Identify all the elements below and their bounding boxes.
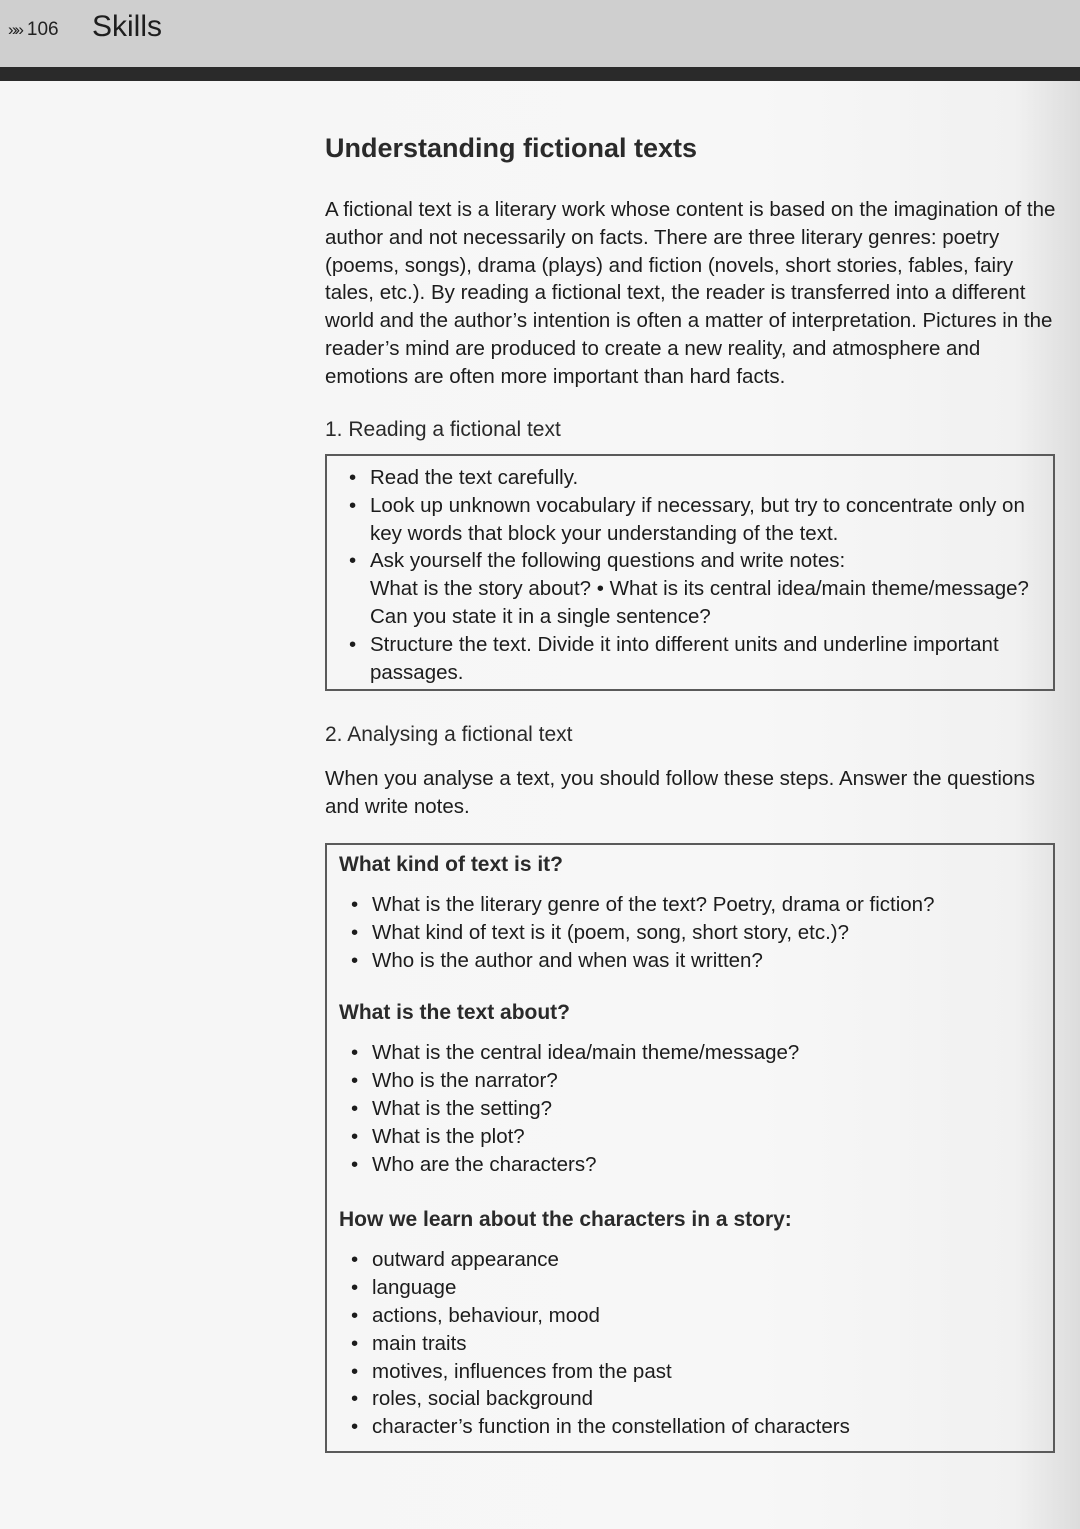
- bullet-icon: •: [351, 1041, 359, 1065]
- bullet-icon: •: [349, 493, 357, 517]
- bullet-icon: •: [351, 1069, 359, 1093]
- group-heading-characters: How we learn about the characters in a story:: [339, 1208, 792, 1232]
- bullet-icon: •: [351, 1387, 359, 1411]
- list-item: • Who is the author and when was it written?: [339, 947, 1043, 975]
- list-item: • What is the plot?: [339, 1123, 1043, 1151]
- reading-questions: What is the story about? • What is its central idea/main theme/message? Can you state it in a single sentence?: [370, 577, 1029, 628]
- list-item: • What kind of text is it (poem, song, short story, etc.)?: [339, 919, 1043, 947]
- section2-intro: When you analyse a text, you should follow these steps. Answer the questions and write notes.: [325, 767, 1035, 818]
- bullet-icon: •: [349, 466, 357, 489]
- bullet-icon: •: [351, 1331, 359, 1355]
- group-heading-text-about: What is the text about?: [339, 1001, 570, 1025]
- characters-list: [339, 1246, 1043, 1441]
- bullet-icon: •: [351, 1359, 359, 1383]
- list-item: • outward appearance: [339, 1246, 1043, 1274]
- list-item: • main traits: [339, 1330, 1043, 1358]
- group-heading-text-kind: What kind of text is it?: [339, 853, 563, 876]
- text-kind-list: [339, 891, 1043, 974]
- list-item: • Look up unknown vocabulary if necessary, but try to concentrate only on key words that block your understanding of the text.: [349, 493, 1025, 545]
- bullet-icon: •: [351, 1415, 359, 1439]
- bullet-icon: •: [351, 893, 359, 916]
- bullet-icon: •: [351, 1124, 359, 1148]
- list-item: • What is the central idea/main theme/message?: [339, 1039, 1043, 1067]
- list-item: • character’s function in the constellation of characters: [339, 1413, 1043, 1441]
- bullet-icon: •: [351, 1276, 359, 1300]
- section2-heading: 2. Analysing a fictional text: [325, 723, 573, 746]
- intro-text: A fictional text is a literary work whose content is based on the imagination of the author and not necessarily on facts. There are three literary genres: poetry (poems, songs), drama (plays) and fiction (novels, short stories, fables, fairy tales, etc.). By reading a fictional text, the reader is transferred into a different world and the author’s intention is often a matter of interpretation. Pictures in the reader’s mind are produced to create a new reality, and atmosphere and emotions are often more important than hard facts.: [325, 198, 1056, 388]
- page-number-value: 106: [26, 19, 59, 40]
- list-item: • language: [339, 1274, 1043, 1302]
- list-item: • Who is the narrator?: [339, 1067, 1043, 1095]
- bullet-icon: •: [351, 1096, 359, 1120]
- bullet-icon: •: [351, 948, 359, 972]
- bullet-icon: •: [351, 1248, 359, 1272]
- section-label: Skills: [92, 10, 163, 43]
- reading-list: [337, 464, 1043, 686]
- list-item: • Who are the characters?: [339, 1151, 1043, 1179]
- list-item: • actions, behaviour, mood: [339, 1302, 1043, 1330]
- bullet-icon: •: [349, 632, 357, 656]
- header-rule: [0, 67, 1080, 81]
- section1-heading: 1. Reading a fictional text: [325, 418, 561, 441]
- list-item: • Ask yourself the following questions and write notes: What is the story about? • What is its central idea/main theme/message? Can you state it in a single sentence?: [349, 549, 1029, 628]
- reading-box: [325, 454, 1055, 691]
- intro-paragraph: [325, 196, 1065, 391]
- analysing-box: [325, 843, 1055, 1453]
- list-item: • roles, social background: [339, 1385, 1043, 1413]
- list-item: • Structure the text. Divide it into different units and underline important passages.: [349, 632, 999, 684]
- list-item: • Read the text carefully.: [337, 464, 1043, 492]
- bullet-icon: •: [351, 1152, 359, 1176]
- text-about-list: [339, 1039, 1043, 1178]
- page-number: [8, 19, 59, 41]
- list-item: • What is the setting?: [339, 1095, 1043, 1123]
- list-item: • What is the literary genre of the text? Poetry, drama or fiction?: [339, 891, 1043, 919]
- bullet-icon: •: [351, 920, 359, 944]
- bullet-icon: •: [351, 1303, 359, 1327]
- page-marker-icon: »»: [8, 20, 21, 39]
- bullet-icon: •: [349, 549, 357, 573]
- page-title: Understanding fictional texts: [325, 133, 698, 163]
- list-item: • motives, influences from the past: [339, 1358, 1043, 1386]
